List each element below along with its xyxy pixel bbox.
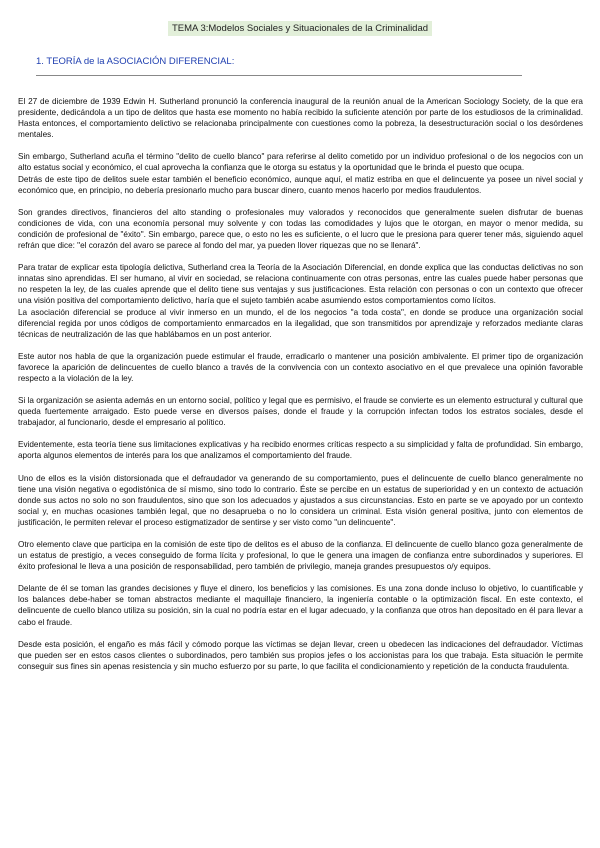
header-title: TEMA 3:Modelos Sociales y Situacionales de la Criminalidad bbox=[168, 21, 432, 36]
page-header bbox=[0, 0, 600, 36]
paragraph-4: Son grandes directivos, financieros del alto standing o profesionales muy valorados y reconocidos que generalmente suelen disfrutar de buenas condiciones de vida, con una economía personal muy solvente y con todas las comodidades y lujos que le otorgan, en mayor o menor medida, su condición de profesional de "éxito". Sin embargo, parece que, o esto no les es suficiente, o el lucro que le presiona para querer tener más, siguiendo aquel refrán que dice: "el corazón del avaro se parece al fondo del mar, ya pueden llover riquezas que no se llenará". bbox=[18, 207, 583, 251]
section-divider bbox=[36, 75, 522, 76]
paragraph-11: Otro elemento clave que participa en la comisión de este tipo de delitos es el abuso de la confianza. El delincuente de cuello blanco goza generalmente de un estatus de prestigio, a veces conseguido de forma lícita y profesional, lo que le genera una imagen de confianza entre subordinados y superiores. El éxito profesional le lleva a una posición de responsabilidad, pero también de privilegio, maneja grandes presupuestos o/y equipos. bbox=[18, 540, 583, 572]
paragraph-1: El 27 de diciembre de 1939 Edwin H. Sutherland pronunció la conferencia inaugural de la reunión anual de la American Sociology Society, de la que era presidente, dedicándola a un tipo de delitos que hasta ese momento no había recibido la suficiente atención por parte de los estudiosos de la criminalidad. Hasta entonces, el comportamiento delictivo se relacionaba principalmente con cuestiones como la pobreza, la desestructuración social o los desórdenes mentales. bbox=[18, 97, 583, 140]
paragraph-3: Detrás de este tipo de delitos suele estar también el beneficio económico, aunque aquí, el matiz estriba en que el delincuente ya posee un nivel social y económico que, en principio, no debería presionarlo mucho para buscar dinero, cuanto menos hacerlo por medios fraudulentos. bbox=[18, 174, 583, 195]
section-title: 1. TEORÍA de la ASOCIACIÓN DIFERENCIAL: bbox=[36, 56, 235, 67]
paragraph-10: Uno de ellos es la visión distorsionada que el defraudador va generando de su comportamiento, pues el delincuente de cuello blanco generalmente no tiene una visión negativa o egodistónica de sí mismo, sino todo lo contrario. Éste se percibe en un estatus de superioridad y en un contexto de actuación donde sus actos no solo no son fraudulentos, sino que son los adecuados y ajustados a sus circunstancias. Esto en parte se ve apoyado por un contexto social y, en muchas ocasiones también legal, que no desaprueba o no lo considera un criminal. Esta visión general positiva, junto con elementos de justificación, le permiten relevar el proceso estigmatizador de sentirse y ser visto como "un delincuente". bbox=[18, 473, 583, 527]
paragraph-13: Desde esta posición, el engaño es más fácil y cómodo porque las víctimas se dejan llevar, creen u obedecen las indicaciones del defraudador. Víctimas que pueden ser en estos casos clientes o subordinados, pero también sus propios jefes o los accionistas para los que trabaja. Esta situación le permite conseguir sus fines sin apenas resistencia y sin mucho esfuerzo por su parte, lo que facilita el condicionamiento y repetición de la conducta fraudulenta. bbox=[18, 639, 583, 671]
paragraph-5: Para tratar de explicar esta tipología delictiva, Sutherland crea la Teoría de la Asociación Diferencial, en donde explica que las conductas delictivas no son innatas sino aprendidas. El ser humano, al vivir en sociedad, se relaciona continuamente con otras personas, entre las cuales puede haber personas que no respeten la ley, de las cuales aprende que el delito tiene sus ventajas y sus justificaciones. Esta relación con personas o con un contexto que ofrecer una visión positiva del comportamiento delictivo, haría que el sujeto también acabe asumiendo estos comportamientos como lícitos. bbox=[18, 263, 583, 306]
paragraph-2: Sin embargo, Sutherland acuña el término "delito de cuello blanco" para referirse al delito cometido por un individuo profesional o de los negocios con un alto estatus social y económico, el cual aprovecha la confianza que le otorga su estatus y la oportunidad que le brinda el puesto que ocupa. bbox=[18, 152, 583, 173]
paragraph-7: Este autor nos habla de que la organización puede estimular el fraude, erradicarlo o mantener una posición ambivalente. El primer tipo de organización favorece la aparición de delincuentes de cuello blanco a través de la convivencia con un contexto asociativo en el que prevalece una opinión favorable respecto a la violación de la ley. bbox=[18, 351, 583, 383]
paragraph-6: La asociación diferencial se produce al vivir inmerso en un mundo, el de los negocios "a toda costa", en donde se produce una organización social diferencial regida por unos códigos de comportamiento enmarcados en la ilegalidad, que son transmitidos por aprendizaje y reforzados mediante claras técnicas de neutralización de las que hablábamos en un post anterior. bbox=[18, 307, 583, 339]
paragraph-8: Si la organización se asienta además en un entorno social, político y legal que es permisivo, el fraude se convierte es un elemento estructural y cultural que queda fuertemente arraigado. Esto puede verse en diversos países, donde el fraude y la corrupción infectan todos los estratos sociales, desde el trabajador, al funcionario, desde el empresario al político. bbox=[18, 396, 583, 428]
document-body bbox=[18, 96, 583, 683]
paragraph-9: Evidentemente, esta teoría tiene sus limitaciones explicativas y ha recibido enormes críticas respecto a su simplicidad y falta de profundidad. Sin embargo, aporta algunos elementos de interés para los que analizamos el comportamiento del fraude. bbox=[18, 440, 583, 461]
paragraph-12: Delante de él se toman las grandes decisiones y fluye el dinero, los beneficios y las comisiones. Es una zona donde incluso lo objetivo, lo cuantificable y los balances debe-haber se toman abstractos mediante el maquillaje financiero, la ingeniería contable o la optimización fiscal. En este contexto, el delincuente de cuello blanco utiliza su posición, sin la cual no podría estar en el lugar adecuado, y la confianza que otros han depositado en él para llevar a cabo el fraude. bbox=[18, 584, 583, 627]
